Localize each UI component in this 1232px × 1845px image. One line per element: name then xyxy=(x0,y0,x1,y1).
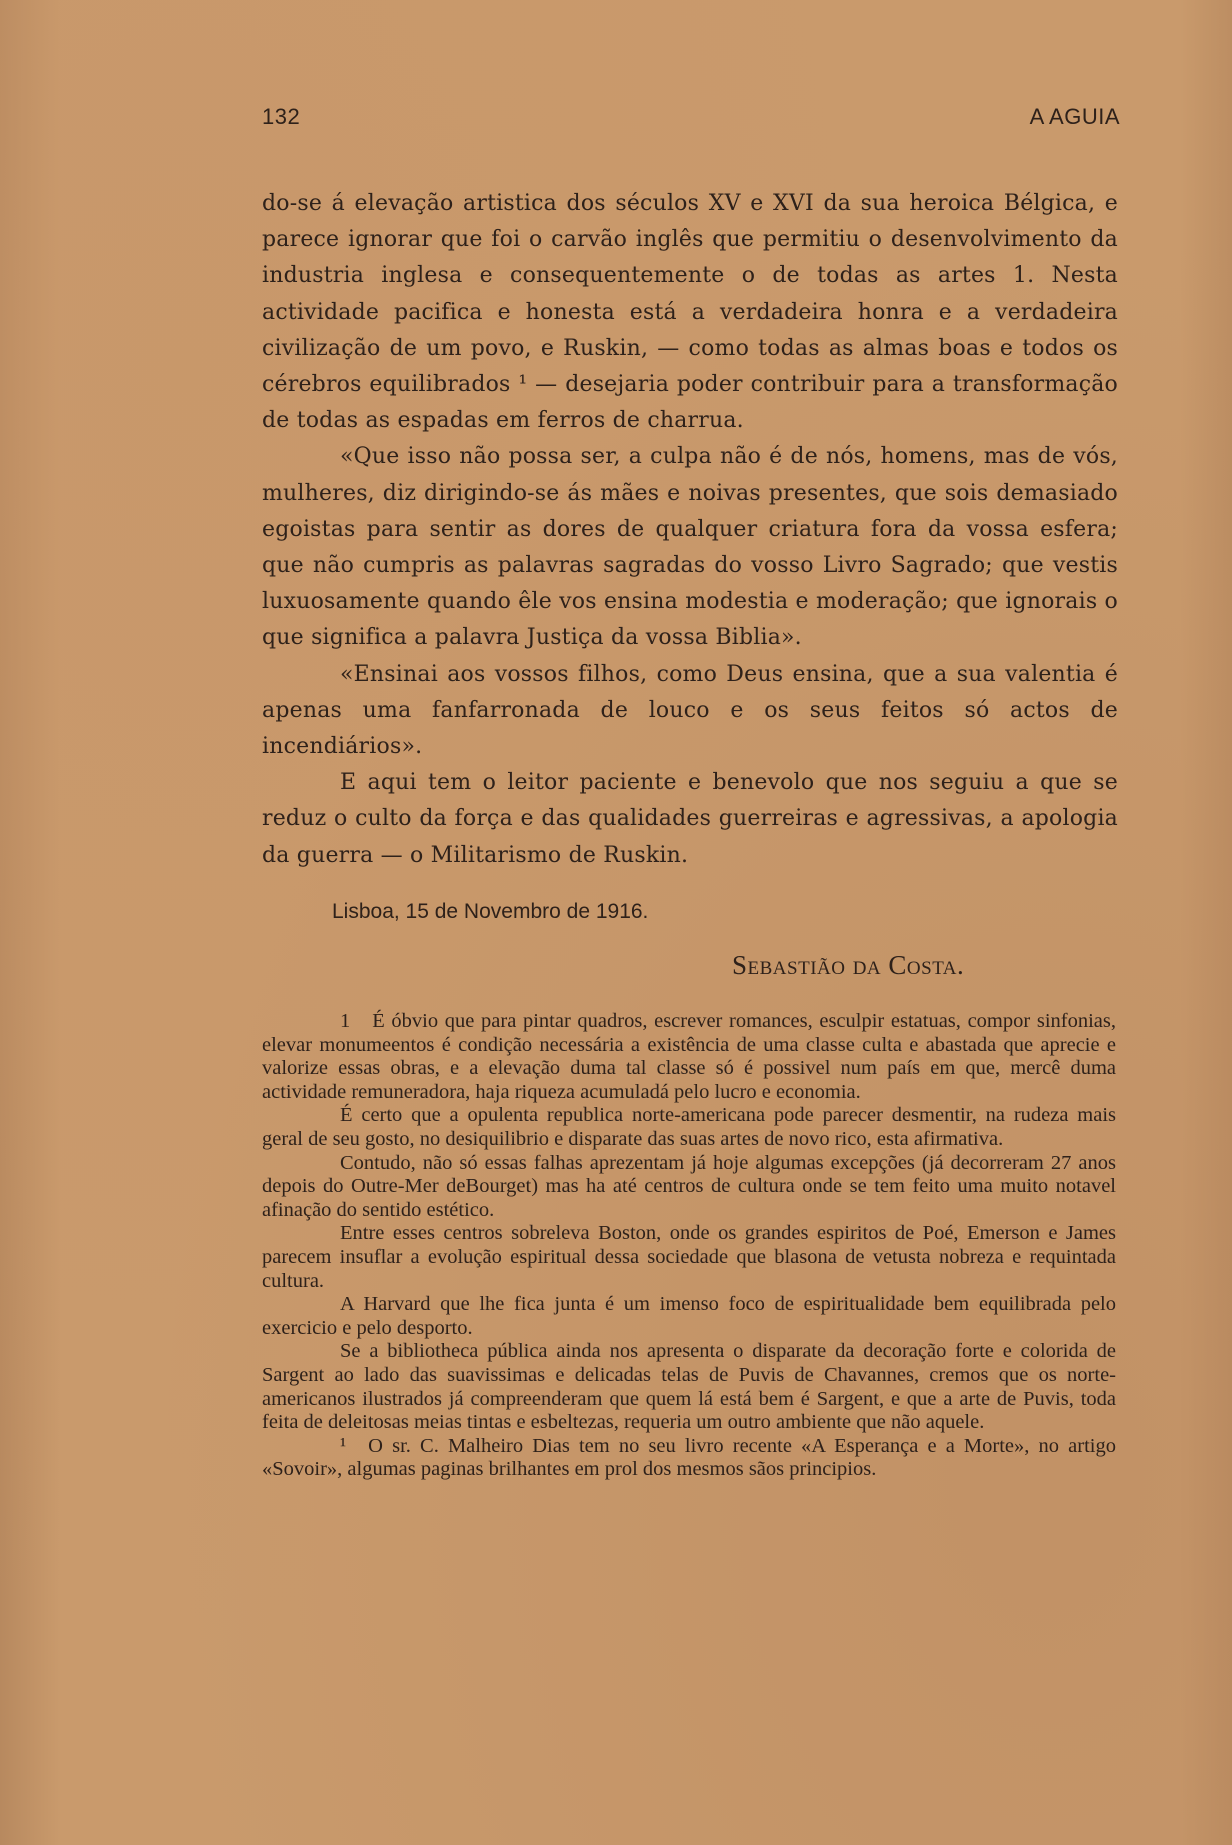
footnote-1-mark: 1 xyxy=(340,1010,351,1032)
paragraph-4: E aqui tem o leitor paciente e benevolo que nos seguiu a que se reduz o culto da força e das qualidades guerreiras e agressivas, a apologia da guerra — o Militarismo de Ruskin. xyxy=(262,770,1118,868)
footnote-1-paragraph-b: É certo que a opulenta republica norte-americana pode parecer desmentir, na rudeza mais geral de seu gosto, no desiquilibrio e disparate das suas artes de novo rico, esta afirmativa. xyxy=(262,1104,1116,1150)
running-title: A AGUIA xyxy=(1029,104,1120,129)
footnote-1 xyxy=(262,1010,1116,1104)
footnote-2-text: O sr. C. Malheiro Dias tem no seu livro recente «A Esperança e a Morte», no artigo «Sovoir», algumas paginas brilhantes em prol dos mesmos sãos principios. xyxy=(262,1434,1116,1481)
footnotes xyxy=(262,1010,1116,1482)
paragraph-3: «Ensinai aos vossos filhos, como Deus ensina, que a sua valentia é apenas uma fanfarronada de louco e os seus feitos só actos de incendiários». xyxy=(262,661,1118,760)
dateline: Lisboa, 15 de Novembro de 1916. xyxy=(332,900,649,923)
footnote-1-paragraph-f: Se a bibliotheca pública ainda nos apresenta o disparate da decoração forte e colorida de Sargent ao lado das suavissimas e delicadas telas de Puvis de Chavannes, cremos que os norte-americanos ilustrados já compreenderam que quem lá está bem é Sargent, e que a arte de Puvis, toda feita de deleitosas meias tintas e esbeltezas, requeria um outro ambiente que não aquele. xyxy=(262,1340,1116,1434)
running-header xyxy=(262,104,1120,134)
footnote-1-paragraph-d: Entre esses centros sobreleva Boston, onde os grandes espiritos de Poé, Emerson e James parecem insuflar a evolução espiritual dessa sociedade que blasona de vetusta nobreza e requintada cultura. xyxy=(262,1222,1116,1292)
footnote-1-paragraph-c: Contudo, não só essas falhas aprezentam já hoje algumas excepções (já decorreram 27 anos depois do Outre-Mer deBourget) mas ha até centros de cultura onde se tem feito uma muito notavel afinação do sentido estético. xyxy=(262,1151,1116,1221)
footnote-1-paragraph-e: A Harvard que lhe fica junta é um imenso foco de espiritualidade bem equilibrada pelo exercicio e pelo desporto. xyxy=(262,1293,1116,1339)
main-text xyxy=(262,186,1118,874)
paragraph-2: «Que isso não possa ser, a culpa não é de nós, homens, mas de vós, mulheres, diz dirigindo-se ás mães e noivas presentes, que sois demasiado egoistas para sentir as dores de qualquer criatura fora da vossa esfera; que não cumpris as palavras sagradas do vosso Livro Sagrado; que vestis luxuosamente quando êle vos ensina modestia e moderação; que ignorais o que significa a palavra Justiça da vossa Biblia». xyxy=(262,444,1118,651)
paragraph-1: do-se á elevação artistica dos séculos XV e XVI da sua heroica Bélgica, e parece ignorar que foi o carvão inglês que permitiu o desenvolvimento da industria inglesa e consequentemente o de todas as artes 1. Nesta actividade pacifica e honesta está a verdadeira honra e a verdadeira civilização de um povo, e Ruskin, — como todas as almas boas e todos os cérebros equilibrados ¹ — desejaria poder contribuir para a transformação de todas as espadas em ferros de charrua. xyxy=(262,191,1118,434)
footnote-2 xyxy=(262,1435,1116,1482)
page-number: 132 xyxy=(262,104,301,129)
footnote-1-text: É óbvio que para pintar quadros, escrever romances, esculpir estatuas, compor sinfonias, elevar monumeentos é condição necessária a existência de uma classe culta e abastada que aprecie e valorize essas obras, e a elevação duma tal classe só é possivel num país em que, mercê duma actividade remuneradora, haja riqueza acumuladá pelo lucro e economia. xyxy=(262,1010,1116,1103)
author-signature: Sebastião da Costa. xyxy=(732,950,965,980)
footnote-2-mark: ¹ xyxy=(340,1434,347,1457)
